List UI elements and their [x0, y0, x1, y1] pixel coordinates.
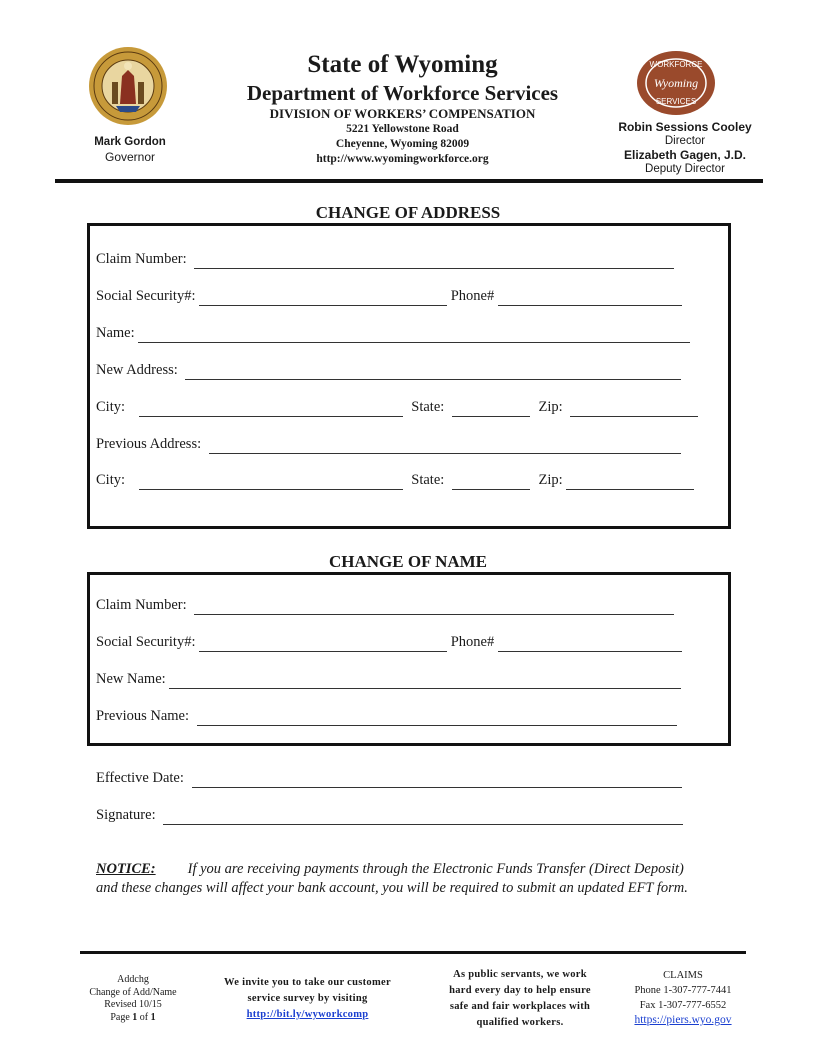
- page-indicator: [78, 1012, 188, 1025]
- addr-ssn-label: Social Security#:: [96, 288, 196, 304]
- mission-block: [430, 967, 610, 1031]
- letterhead: [210, 50, 595, 167]
- previous-address-label: Previous Address:: [96, 436, 202, 452]
- addr-claim-number-row: [96, 249, 674, 269]
- notice-label: NOTICE:: [96, 861, 156, 877]
- addr-claim-number-field[interactable]: [194, 253, 674, 269]
- effective-date-row: [96, 768, 682, 788]
- new-address-row: [96, 360, 681, 380]
- claims-fax: Fax 1-307-777-6552: [639, 1000, 727, 1011]
- new-city-label: City:: [96, 399, 126, 415]
- name-ssn-field[interactable]: [199, 636, 447, 652]
- prev-zip-label: Zip:: [538, 472, 563, 488]
- previous-name-label: Previous Name:: [96, 708, 190, 724]
- division-name: DIVISION OF WORKERS’ COMPENSATION: [269, 106, 536, 121]
- form-id-block: [78, 974, 188, 1024]
- page-of: of: [139, 1011, 149, 1023]
- name-claim-number-row: [96, 595, 674, 615]
- header-divider: [55, 179, 763, 183]
- new-city-row: [96, 397, 698, 417]
- survey-line-2: service survey by visiting: [247, 993, 368, 1004]
- name-ssn-row: [96, 632, 682, 652]
- name-phone-field[interactable]: [498, 636, 682, 652]
- footer-divider: [80, 951, 746, 954]
- addr-phone-label: Phone#: [450, 288, 495, 304]
- governor-title: Governor: [104, 150, 156, 164]
- change-of-name-heading: CHANGE OF NAME: [328, 552, 488, 571]
- form-name: Change of Add/Name: [89, 986, 177, 998]
- claims-phone: Phone 1-307-777-7441: [634, 985, 732, 996]
- notice-text: If you are receiving payments through the Electronic Funds Transfer (Direct Deposit) and these changes will affect your bank account, you will be required to submit an updated EFT form.: [96, 861, 688, 896]
- mission-line-3: safe and fair workplaces with: [449, 1001, 591, 1012]
- page-number: 1: [132, 1011, 138, 1023]
- director-title: Director: [664, 135, 706, 147]
- prev-city-label: City:: [96, 472, 126, 488]
- signature-field[interactable]: [163, 809, 683, 825]
- effective-date-label: Effective Date:: [96, 770, 184, 786]
- new-zip-label: Zip:: [538, 399, 563, 415]
- page-title: State of Wyoming: [307, 51, 498, 78]
- logo-top-text: WORKFORCE: [649, 60, 703, 69]
- claims-link[interactable]: https://piers.wyo.gov: [634, 1014, 732, 1026]
- mission-line-2: hard every day to help ensure: [449, 985, 591, 996]
- previous-name-row: [96, 706, 677, 726]
- addr-name-row: [96, 323, 690, 343]
- page-total: 1: [150, 1011, 156, 1023]
- addr-name-label: Name:: [96, 325, 135, 341]
- prev-city-field[interactable]: [139, 474, 403, 490]
- name-claim-number-field[interactable]: [194, 599, 674, 615]
- addr-name-field[interactable]: [138, 327, 690, 343]
- name-claim-number-label: Claim Number:: [96, 597, 187, 613]
- form-code: Addchg: [117, 974, 149, 985]
- governor-name: Mark Gordon: [94, 136, 166, 148]
- signature-row: [96, 805, 683, 825]
- page-prefix: Page: [110, 1011, 130, 1023]
- signature-label: Signature:: [96, 807, 156, 823]
- department-name: Department of Workforce Services: [246, 81, 559, 105]
- prev-state-field[interactable]: [452, 474, 530, 490]
- survey-link[interactable]: http://bit.ly/wyworkcomp: [246, 1009, 369, 1020]
- new-address-field[interactable]: [185, 364, 681, 380]
- logo-middle-text: Wyoming: [653, 76, 699, 90]
- name-phone-label: Phone#: [450, 634, 495, 650]
- mission-line-1: As public servants, we work: [453, 969, 587, 980]
- survey-block: [205, 975, 410, 1023]
- new-name-field[interactable]: [169, 673, 681, 689]
- new-city-field[interactable]: [139, 401, 403, 417]
- name-ssn-label: Social Security#:: [96, 634, 196, 650]
- addr-ssn-row: [96, 286, 682, 306]
- director-block: [600, 120, 770, 176]
- prev-zip-field[interactable]: [566, 474, 694, 490]
- state-seal-icon: [88, 46, 168, 126]
- deputy-title: Deputy Director: [645, 163, 725, 175]
- addr-ssn-field[interactable]: [199, 290, 447, 306]
- website-link[interactable]: http://www.wyomingworkforce.org: [316, 153, 489, 165]
- form-revised: Revised 10/15: [104, 999, 162, 1010]
- new-name-label: New Name:: [96, 671, 166, 687]
- survey-line-1: We invite you to take our customer: [224, 977, 391, 988]
- new-address-label: New Address:: [96, 362, 178, 378]
- prev-state-label: State:: [411, 472, 445, 488]
- director-name: Robin Sessions Cooley: [618, 120, 752, 134]
- new-state-label: State:: [411, 399, 445, 415]
- change-of-address-heading: CHANGE OF ADDRESS: [315, 203, 501, 222]
- previous-address-row: [96, 434, 681, 454]
- previous-name-field[interactable]: [197, 710, 677, 726]
- deputy-name: Elizabeth Gagen, J.D.: [623, 148, 747, 162]
- addr-claim-number-label: Claim Number:: [96, 251, 187, 267]
- new-name-row: [96, 669, 681, 689]
- addr-phone-field[interactable]: [498, 290, 682, 306]
- effective-date-field[interactable]: [192, 772, 682, 788]
- new-state-field[interactable]: [452, 401, 530, 417]
- new-zip-field[interactable]: [570, 401, 698, 417]
- claims-contact-block: [618, 968, 748, 1028]
- claims-title: CLAIMS: [663, 970, 703, 981]
- city-address: Cheyenne, Wyoming 82009: [335, 138, 470, 150]
- governor-block: [70, 135, 190, 165]
- mission-line-4: qualified workers.: [476, 1017, 564, 1028]
- previous-address-field[interactable]: [209, 438, 681, 454]
- logo-bottom-text: SERVICES: [655, 97, 697, 106]
- notice-paragraph: [96, 860, 696, 898]
- street-address: 5221 Yellowstone Road: [346, 123, 459, 135]
- prev-city-row: [96, 470, 694, 490]
- workforce-services-logo-icon: [636, 50, 716, 116]
